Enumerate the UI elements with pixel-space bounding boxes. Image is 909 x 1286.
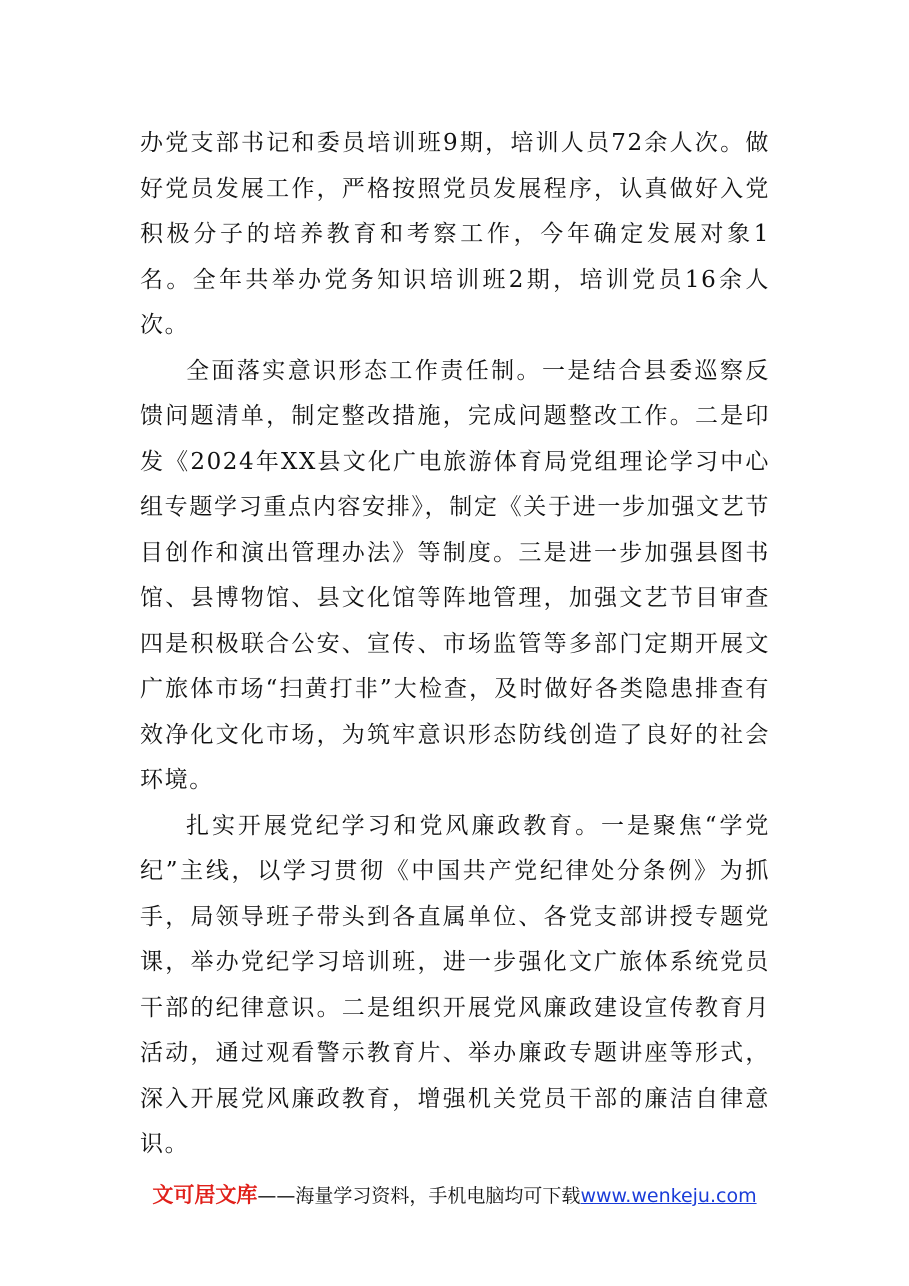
body-paragraph-2: 全面落实意识形态工作责任制。一是结合县委巡察反馈问题清单，制定整改措施，完成问题整改工作。二是印发《2024年XX县文化广电旅游体育局党组理论学习中心组专题学习重点内容安排》，制定《关于进一步加强文艺节目创作和演出管理办法》等制度。三是进一步加强县图书馆、县博物馆、县文化馆等阵地管理，加强文艺节目审查四是积极联合公安、宣传、市场监管等多部门定期开展文广旅体市场“扫黄打非”大检查，及时做好各类隐患排查有效净化文化市场，为筑牢意识形态防线创造了良好的社会环境。 [140,357,770,793]
body-paragraph-1: 办党支部书记和委员培训班9期，培训人员72余人次。做好党员发展工作，严格按照党员发展程序，认真做好入党积极分子的培养教育和考察工作，今年确定发展对象1名。全年共举办党务知识培训班2期，培训党员16余人次。 [140,130,770,338]
footer-banner [0,1178,909,1213]
footer-brand-name: 文可居文库 [152,1183,258,1207]
document-body [140,121,770,1168]
footer-slogan: ——海量学习资料，手机电脑均可下载 [257,1185,581,1207]
body-paragraph-3: 扎实开展党纪学习和党风廉政教育。一是聚焦“学党纪”主线，以学习贯彻《中国共产党纪律处分条例》为抓手，局领导班子带头到各直属单位、各党支部讲授专题党课，举办党纪学习培训班，进一步强化文广旅体系统党员干部的纪律意识。二是组织开展党风廉政建设宣传教育月活动，通过观看警示教育片、举办廉政专题讲座等形式，深入开展党风廉政教育，增强机关党员干部的廉洁自律意识。 [140,812,770,1157]
footer-website-link[interactable]: www.wenkeju.com [580,1185,757,1207]
